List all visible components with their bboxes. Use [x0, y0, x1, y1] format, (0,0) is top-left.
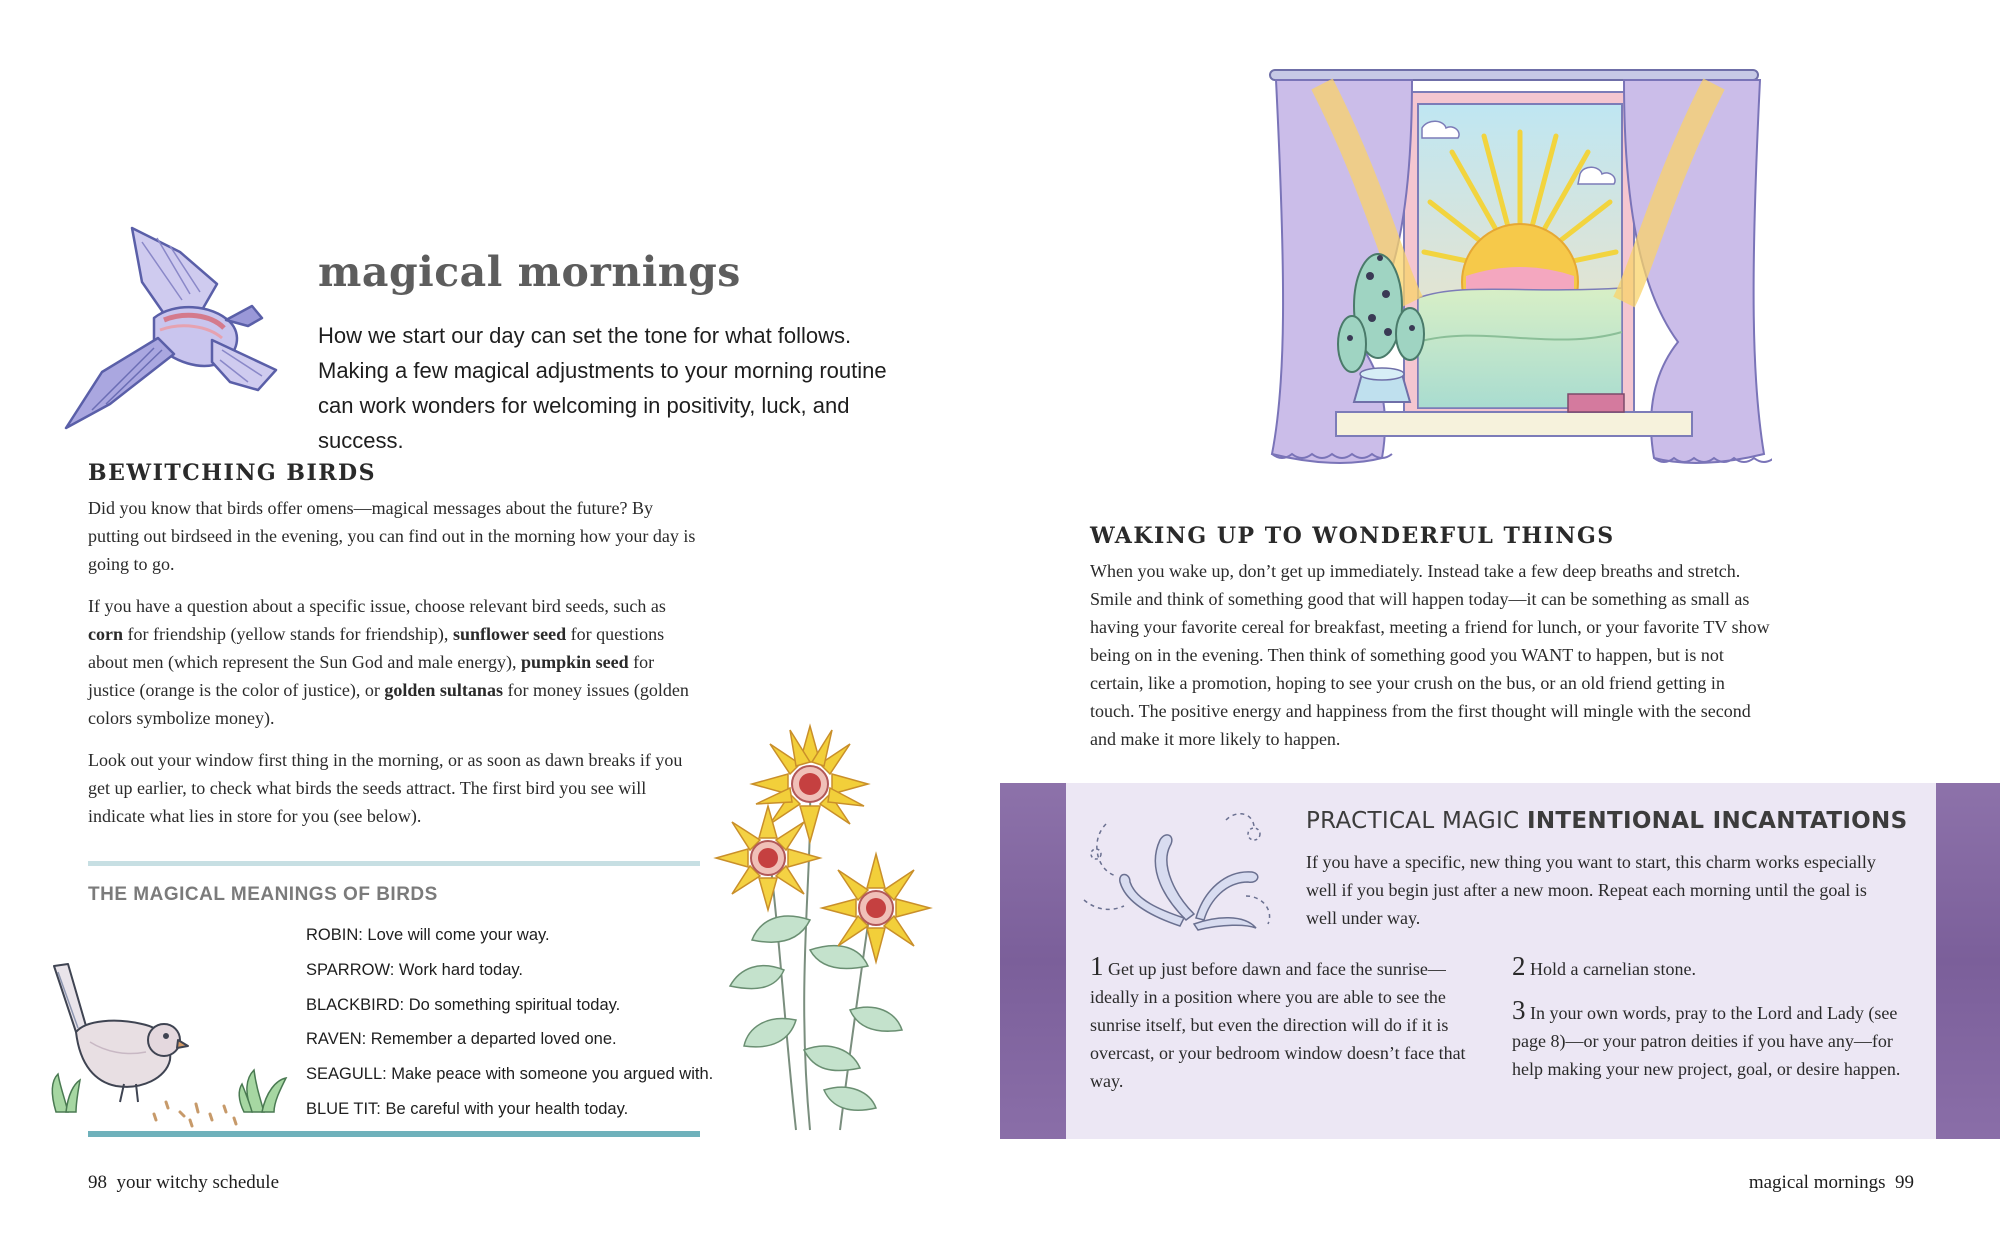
step-number: 3	[1512, 995, 1526, 1025]
step-2	[1512, 952, 1902, 983]
step-number: 2	[1512, 951, 1526, 981]
list-item: RAVEN: Remember a departed loved one.	[306, 1030, 617, 1049]
title-light: PRACTICAL MAGIC	[1306, 808, 1528, 834]
bold-seed-sultanas: golden sultanas	[384, 680, 503, 700]
step-3	[1512, 996, 1902, 1083]
list-item: ROBIN: Love will come your way.	[306, 926, 550, 944]
list-item: SPARROW: Work hard today.	[306, 960, 524, 979]
perched-bird-icon	[46, 962, 296, 1132]
birds-meanings-list	[306, 918, 713, 1127]
bold-seed-corn: corn	[88, 624, 123, 644]
step-1	[1090, 952, 1486, 1095]
list-item: BLUE TIT: Be careful with your health today.	[306, 1099, 629, 1118]
bold-seed-pumpkin: pumpkin seed	[521, 652, 629, 672]
text-run: If you have a question about a specific issue, choose relevant bird seeds, such as	[88, 596, 666, 616]
step-text: In your own words, pray to the Lord and Lady (see page 8)—or your patron deities if you have any—for help making your new project, goal, or desire happen.	[1512, 1003, 1901, 1079]
practical-magic-title	[1306, 808, 1907, 834]
bold-seed-sunflower: sunflower seed	[452, 624, 567, 644]
intro-text: How we start our day can set the tone for what follows. Making a few magical adjustments to your morning routine can work wonders for welcoming in positivity, luck, and success.	[318, 323, 887, 453]
left-footer: 98 your witchy schedule	[88, 1172, 280, 1193]
text-run: for questions about men (which represent the Sun God and male energy),	[88, 624, 665, 672]
bewitching-birds-body	[88, 494, 700, 844]
practical-magic-intro: If you have a specific, new thing you want to start, this charm works especially well if you begin just after a new moon. Repeat each morning until the goal is well under way.	[1306, 852, 1876, 928]
text-run: for money issues (golden colors symbolize money).	[88, 680, 689, 728]
list-item: SEAGULL: Make peace with someone you argued with.	[306, 1065, 714, 1084]
paragraph	[88, 592, 700, 732]
section-heading-waking-up: WAKING UP TO WONDERFUL THINGS	[1090, 523, 1615, 549]
list-item: BLACKBIRD: Do something spiritual today.	[306, 995, 621, 1014]
paragraph: Did you know that birds offer omens—magical messages about the future? By putting out birdseed in the evening, you can find out in the morning how your day is going to go.	[88, 498, 696, 574]
step-number: 1	[1090, 951, 1104, 981]
section-heading-bewitching-birds: BEWITCHING BIRDS	[88, 460, 377, 486]
sunrise-window-illustration	[1262, 62, 1772, 494]
box-right-strip	[1936, 783, 2000, 1139]
swirl-flourish-icon	[1076, 800, 1286, 940]
paragraph: Look out your window first thing in the morning, or as soon as dawn breaks if you get up earlier, to check what birds the seeds attract. The first bird you see will indicate what lies in store for you (see below).	[88, 750, 683, 826]
text-run: for justice (orange is the color of justice), or	[88, 652, 655, 700]
birds-box-top-rule	[88, 861, 700, 866]
sunflowers-illustration	[700, 720, 950, 1138]
step-text: Hold a carnelian stone.	[1530, 959, 1696, 979]
page-title: magical mornings	[318, 248, 741, 296]
flying-bird-icon	[62, 222, 288, 432]
step-text: Get up just before dawn and face the sunrise—ideally in a position where you are able to see the sunrise itself, but even the direction will do if it is overcast, or your bedroom window doesn’t face that way.	[1090, 959, 1466, 1091]
birds-box-title: THE MAGICAL MEANINGS OF BIRDS	[88, 884, 438, 905]
title-bold: INTENTIONAL INCANTATIONS	[1527, 808, 1908, 834]
text-run: for friendship (yellow stands for friendship),	[123, 624, 453, 644]
waking-up-body: When you wake up, don’t get up immediately. Instead take a few deep breaths and stretch. Smile and think of something good that will happen today—it can be something as small as having your favorite cereal for breakfast, meeting a friend for lunch, or your favorite TV show being on in the evening. Then think of something good you WANT to happen, but is not certain, like a promotion, hoping to see your crush on the bus, or an old friend getting in touch. The positive energy and happiness from the first thought will mingle with the second and make it more likely to happen.	[1090, 561, 1770, 749]
box-left-strip	[1000, 783, 1066, 1139]
right-footer: magical mornings 99	[1748, 1172, 1914, 1193]
